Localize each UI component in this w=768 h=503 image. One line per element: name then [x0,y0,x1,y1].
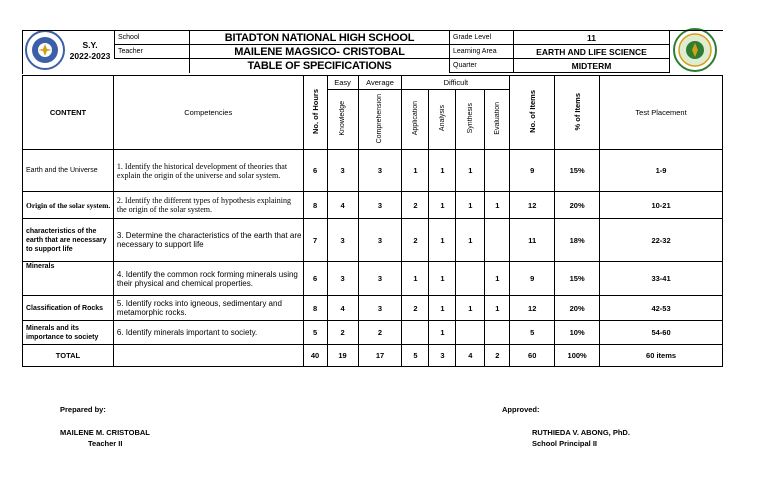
school-label: School [115,31,190,45]
doc-title: TABLE OF SPECIFICATIONS [190,59,450,73]
header-info-table [114,30,670,73]
row-evaluation [485,321,510,345]
approved-title: School Principal II [532,439,598,448]
row-comprehension: 3 [358,219,402,262]
row-analysis: 1 [429,321,456,345]
row-hours: 8 [303,296,327,321]
row-placement: 33-41 [600,262,723,296]
row-comprehension: 3 [358,150,402,192]
school-year [66,40,114,62]
area-value: EARTH AND LIFE SCIENCE [514,45,670,59]
row-analysis: 1 [429,262,456,296]
col-evaluation: Evaluation [485,90,510,150]
total-application: 5 [402,345,429,367]
row-percent: 20% [555,192,600,219]
row-placement: 54-60 [600,321,723,345]
row-competency: 3. Determine the characteristics of the earth that are necessary to support life [113,219,303,262]
total-percent: 100% [555,345,600,367]
total-comprehension: 17 [358,345,402,367]
row-placement: 10-21 [600,192,723,219]
row-synthesis: 1 [456,192,485,219]
row-items: 5 [510,321,555,345]
approved-label: Approved: [502,405,540,414]
row-knowledge: 4 [327,192,358,219]
row-evaluation: 1 [485,192,510,219]
col-easy: Easy [327,76,358,90]
total-items: 60 [510,345,555,367]
specifications-table [22,75,723,367]
deped-seal-icon [25,30,65,70]
row-analysis: 1 [429,192,456,219]
row-analysis: 1 [429,296,456,321]
total-evaluation: 2 [485,345,510,367]
school-value: BITADTON NATIONAL HIGH SCHOOL [190,31,450,45]
prepared-label: Prepared by: [60,405,106,414]
row-application: 1 [402,150,429,192]
row-analysis: 1 [429,219,456,262]
col-percent: % of Items [555,76,600,150]
row-competency: 2. Identify the different types of hypothesis explaining the origin of the solar system. [113,192,303,219]
row-placement: 22-32 [600,219,723,262]
row-hours: 6 [303,262,327,296]
row-synthesis: 1 [456,296,485,321]
table-row [23,192,723,219]
row-knowledge: 4 [327,296,358,321]
area-label: Learning Area [450,45,514,59]
table-row [23,219,723,262]
col-knowledge: Knowledge [327,90,358,150]
row-comprehension: 2 [358,321,402,345]
row-percent: 15% [555,150,600,192]
prepared-title: Teacher II [88,439,123,448]
col-content: CONTENT [23,76,114,150]
table-row [23,150,723,192]
row-content: Origin of the solar system. [23,192,114,219]
row-hours: 8 [303,192,327,219]
row-hours: 7 [303,219,327,262]
row-percent: 18% [555,219,600,262]
total-label: TOTAL [23,345,114,367]
row-hours: 5 [303,321,327,345]
row-knowledge: 3 [327,262,358,296]
col-application: Application [402,90,429,150]
col-average: Average [358,76,402,90]
col-analysis: Analysis [429,90,456,150]
row-evaluation [485,219,510,262]
row-content: characteristics of the earth that are necessary to support life [23,219,114,262]
total-analysis: 3 [429,345,456,367]
row-competency: 6. Identify minerals important to society. [113,321,303,345]
row-evaluation: 1 [485,296,510,321]
total-row [23,345,723,367]
row-knowledge: 3 [327,219,358,262]
row-synthesis [456,262,485,296]
sy-value: 2022-2023 [69,51,111,61]
col-comprehension: Comprehension [358,90,402,150]
table-row [23,321,723,345]
row-competency: 4. Identify the common rock forming minerals using their physical and chemical properties. [113,262,303,296]
row-application: 2 [402,296,429,321]
row-competency: 5. Identify rocks into igneous, sedimentary and metamorphic rocks. [113,296,303,321]
row-synthesis: 1 [456,219,485,262]
row-comprehension: 3 [358,296,402,321]
school-seal-icon [673,28,717,72]
row-application: 1 [402,262,429,296]
row-content: Minerals [23,262,114,296]
prepared-name: MAILENE M. CRISTOBAL [60,428,150,437]
teacher-value: MAILENE MAGSICO- CRISTOBAL [190,45,450,59]
quarter-value: MIDTERM [514,59,670,73]
row-content: Classification of Rocks [23,296,114,321]
col-hours: No. of Hours [303,76,327,150]
row-comprehension: 3 [358,262,402,296]
grade-value: 11 [514,31,670,45]
approved-name: RUTHIEDA V. ABONG, PhD. [532,428,630,437]
row-synthesis [456,321,485,345]
col-competencies: Competencies [113,76,303,150]
row-analysis: 1 [429,150,456,192]
sy-label: S.Y. [82,40,98,50]
col-synthesis: Synthesis [456,90,485,150]
row-percent: 10% [555,321,600,345]
table-row [23,262,723,296]
row-items: 12 [510,192,555,219]
row-application: 2 [402,219,429,262]
total-synthesis: 4 [456,345,485,367]
total-hours: 40 [303,345,327,367]
row-items: 9 [510,150,555,192]
total-knowledge: 19 [327,345,358,367]
row-hours: 6 [303,150,327,192]
row-items: 9 [510,262,555,296]
row-content: Minerals and its importance to society [23,321,114,345]
teacher-label: Teacher [115,45,190,59]
grade-label: Grade Level [450,31,514,45]
row-content: Earth and the Universe [23,150,114,192]
row-percent: 15% [555,262,600,296]
row-evaluation [485,150,510,192]
row-knowledge: 3 [327,150,358,192]
row-comprehension: 3 [358,192,402,219]
row-percent: 20% [555,296,600,321]
total-placement: 60 items [600,345,723,367]
row-evaluation: 1 [485,262,510,296]
row-application: 2 [402,192,429,219]
row-items: 12 [510,296,555,321]
col-difficult: Difficult [402,76,510,90]
row-knowledge: 2 [327,321,358,345]
quarter-label: Quarter [450,59,514,73]
row-synthesis: 1 [456,150,485,192]
row-application [402,321,429,345]
row-placement: 1-9 [600,150,723,192]
col-items: No. of Items [510,76,555,150]
table-row [23,296,723,321]
row-items: 11 [510,219,555,262]
row-competency: 1. Identify the historical development of theories that explain the origin of the universe and solar system. [113,150,303,192]
row-placement: 42-53 [600,296,723,321]
col-placement: Test Placement [600,76,723,150]
